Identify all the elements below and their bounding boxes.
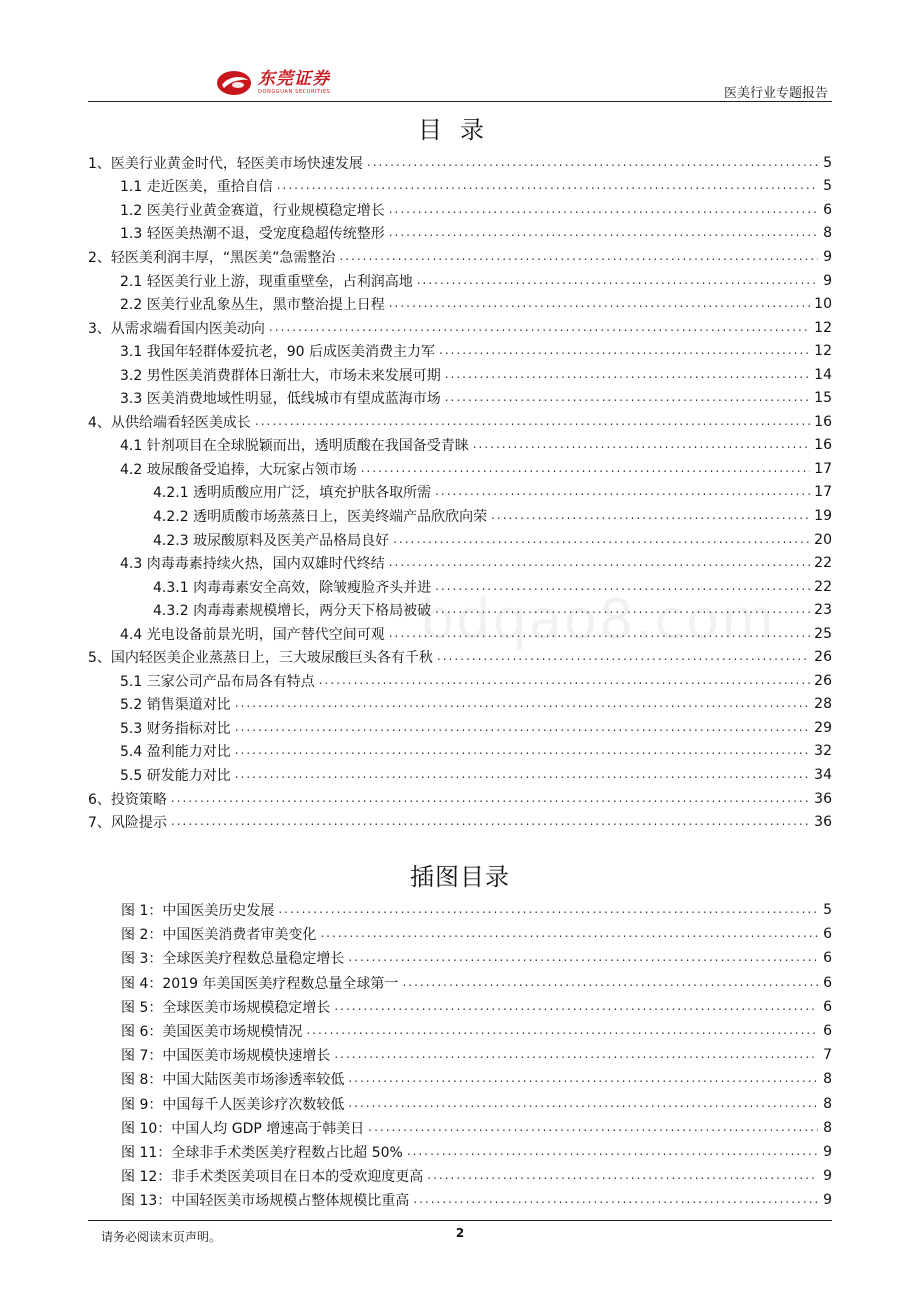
toc-entry-page: 5 [823,178,832,195]
figure-entry-title: 图 4：2019 年美国医美疗程数总量全球第一 [121,975,399,992]
toc-entry[interactable] [88,316,832,340]
toc-entry-title: 4.2.3 玻尿酸原料及医美产品格局良好 [153,532,390,549]
dot-leader [334,1048,818,1062]
footer-divider [88,1220,832,1221]
toc-entry-page: 19 [814,507,832,524]
toc-entry-title: 5、国内轻医美企业蒸蒸日上，三大玻尿酸巨头各有千秋 [88,650,433,667]
toc-entry-page: 22 [814,555,832,572]
toc-entry-title: 2、轻医美利润丰厚，“黑医美”急需整治 [88,249,336,266]
dot-leader [389,203,818,217]
toc-entry-title: 4.4 光电设备前景光明，国产替代空间可观 [120,626,385,643]
company-logo [216,68,330,98]
figure-entry-title: 图 1：中国医美历史发展 [121,903,275,920]
toc-entry[interactable] [120,693,832,717]
figure-entry-title: 图 2：中国医美消费者审美变化 [121,927,317,944]
dot-leader [439,344,810,358]
figure-entry-title: 图 6：美国医美市场规模情况 [121,1024,303,1041]
figure-entry-page: 6 [823,1023,832,1040]
toc-entry-title: 5.4 盈利能力对比 [120,744,231,761]
toc-entry[interactable] [88,787,832,811]
toc-entry-title: 4、从供给端看轻医美成长 [88,414,251,431]
figure-entry-page: 6 [823,950,832,967]
dot-leader [255,415,810,429]
dot-leader [435,485,810,499]
figure-entry-title: 图 9：中国每千人医美诊疗次数较低 [121,1096,345,1113]
dot-leader [445,391,810,405]
toc-entry[interactable] [88,245,832,269]
figure-entry-title: 图 13：中国轻医美市场规模占整体规模比重高 [121,1193,410,1210]
figure-entry-page: 5 [823,902,832,919]
dot-leader [235,721,810,735]
dot-leader [348,1097,818,1111]
dot-leader [389,297,810,311]
toc-entry-page: 16 [814,437,832,454]
figure-entry-page: 8 [823,1119,832,1136]
figure-entry[interactable] [121,1043,832,1067]
figure-entry[interactable] [121,1092,832,1116]
toc-entry-page: 36 [814,814,832,831]
toc-entry-page: 26 [814,649,832,666]
toc-entry-page: 15 [814,390,832,407]
dot-leader [306,1024,818,1038]
figure-entry-page: 9 [823,1168,832,1185]
toc-entry[interactable] [88,410,832,434]
logo-english-name: DONGGUAN SECURITIES [258,89,331,95]
page-number: 2 [455,1226,465,1240]
toc-entry[interactable] [120,198,832,222]
toc-entry[interactable] [120,292,832,316]
toc-entry-title: 1.3 轻医美热潮不退，受宠度稳超传统整形 [120,226,385,243]
figure-entry-page: 6 [823,926,832,943]
toc-entry-title: 1.1 走近医美，重拾自信 [120,179,273,196]
figure-list [0,898,920,1212]
toc-title: 目录 [418,116,502,144]
toc-entry[interactable] [120,386,832,410]
toc-entry-page: 6 [823,201,832,218]
toc-entry-page: 32 [814,743,832,760]
toc-entry-title: 1.2 医美行业黄金赛道，行业规模稳定增长 [120,202,385,219]
report-type-label: 医美行业专题报告 [723,86,828,101]
figure-entry[interactable] [121,1116,832,1140]
figure-entry-title: 图 10：中国人均 GDP 增速高于韩美日 [121,1120,365,1137]
toc-entry-page: 17 [814,460,832,477]
header-divider [88,101,832,102]
toc-entry-page: 12 [814,343,832,360]
toc-entry-page: 26 [814,672,832,689]
dot-leader [427,1169,818,1183]
figure-entry[interactable] [121,898,832,922]
dot-leader [171,815,810,829]
toc-entry[interactable] [120,716,832,740]
toc-entry-title: 4.3.1 肉毒毒素安全高效，除皱瘦脸齐头并进 [153,579,432,596]
dot-leader [445,368,810,382]
dot-leader [334,1000,818,1014]
toc-entry[interactable] [120,669,832,693]
dot-leader [277,179,818,193]
toc-entry-page: 14 [814,366,832,383]
figure-entry-title: 图 11：全球非手术类医美疗程数占比超 50% [121,1144,403,1161]
toc-entry-page: 8 [823,225,832,242]
figure-entry-title: 图 3：全球医美疗程数总量稳定增长 [121,951,345,968]
dot-leader [473,438,810,452]
toc-entry[interactable] [88,810,832,834]
figure-list-title: 插图目录 [410,863,510,891]
toc-entry-page: 10 [814,296,832,313]
toc-entry-page: 17 [814,484,832,501]
table-of-contents [0,151,920,834]
dot-leader [235,768,810,782]
figure-entry[interactable] [121,1140,832,1164]
toc-entry-page: 28 [814,696,832,713]
figure-entry-title: 图 8：中国大陆医美市场渗透率较低 [121,1072,345,1089]
logo-chinese-name: 东莞证券 [258,69,330,89]
dot-leader [348,951,818,965]
figure-entry[interactable] [121,1067,832,1091]
footer-disclaimer: 请务必阅读末页声明。 [101,1230,222,1244]
figure-entry-page: 8 [823,1095,832,1112]
dot-leader [278,903,818,917]
toc-entry-title: 3.2 男性医美消费群体日渐壮大，市场未来发展可期 [120,367,441,384]
figure-entry[interactable] [121,995,832,1019]
toc-entry-title: 3.1 我国年轻群体爱抗老，90 后成医美消费主力军 [120,344,435,361]
dot-leader [413,1193,818,1207]
toc-entry[interactable] [153,504,832,528]
toc-entry-title: 5.1 三家公司产品布局各有特点 [120,673,315,690]
figure-entry[interactable] [121,1019,832,1043]
figure-entry-title: 图 7：中国医美市场规模快速增长 [121,1048,331,1065]
toc-entry-page: 9 [823,248,832,265]
toc-entry-page: 5 [823,154,832,171]
figure-entry-page: 8 [823,1071,832,1088]
figure-entry-page: 9 [823,1192,832,1209]
page-header [88,62,832,102]
toc-entry[interactable] [120,222,832,246]
dot-leader [320,927,818,941]
toc-entry-title: 4.3 肉毒毒素持续火热，国内双雄时代终结 [120,556,385,573]
figure-entry-page: 7 [823,1047,832,1064]
toc-entry-title: 4.2 玻尿酸备受追捧，大玩家占领市场 [120,461,357,478]
figure-entry-page: 6 [823,998,832,1015]
dot-leader [348,1072,818,1086]
toc-entry[interactable] [120,740,832,764]
toc-entry-page: 22 [814,578,832,595]
toc-entry-page: 25 [814,625,832,642]
figure-entry[interactable] [121,1188,832,1212]
toc-entry-title: 2.2 医美行业乱象丛生，黑市整治提上日程 [120,297,385,314]
toc-entry-title: 3、从需求端看国内医美动向 [88,320,265,337]
toc-entry-title: 4.3.2 肉毒毒素规模增长，两分天下格局被破 [153,603,432,620]
toc-entry-page: 29 [814,719,832,736]
toc-entry[interactable] [120,434,832,458]
toc-entry-page: 12 [814,319,832,336]
toc-entry-title: 4.1 针剂项目在全球脱颖而出，透明质酸在我国备受青睐 [120,438,469,455]
toc-entry-title: 6、投资策略 [88,791,167,808]
dot-leader [235,697,810,711]
toc-entry-page: 23 [814,602,832,619]
toc-entry-title: 1、医美行业黄金时代，轻医美市场快速发展 [88,155,363,172]
toc-entry[interactable] [88,151,832,175]
figure-entry-title: 图 5：全球医美市场规模稳定增长 [121,999,331,1016]
figure-entry-title: 图 12：非手术类医美项目在日本的受欢迎度更高 [121,1169,424,1186]
toc-entry[interactable] [153,481,832,505]
figure-entry[interactable] [121,1164,832,1188]
dot-leader [402,976,818,990]
toc-entry-page: 36 [814,790,832,807]
toc-entry-page: 34 [814,766,832,783]
dot-leader [235,744,810,758]
figure-entry[interactable] [121,946,832,970]
figure-entry-page: 9 [823,1143,832,1160]
dot-leader [491,509,810,523]
dot-leader [319,674,810,688]
toc-entry-title: 7、风险提示 [88,815,167,832]
logo-mark-icon [216,70,252,96]
toc-entry-title: 5.3 财务指标对比 [120,720,231,737]
toc-entry[interactable] [153,528,832,552]
dot-leader [339,250,818,264]
dot-leader [368,1121,818,1135]
dot-leader [393,533,810,547]
toc-entry-title: 4.2.1 透明质酸应用广泛，填充护肤各取所需 [153,485,432,502]
dot-leader [361,462,810,476]
toc-entry-page: 9 [823,272,832,289]
dot-leader [367,156,818,170]
figure-entry[interactable] [121,971,832,995]
toc-entry[interactable] [120,763,832,787]
toc-entry[interactable] [120,339,832,363]
dot-leader [407,1145,818,1159]
dot-leader [417,274,818,288]
toc-entry[interactable] [120,551,832,575]
toc-entry[interactable] [120,175,832,199]
toc-entry-title: 4.2.2 透明质酸市场蒸蒸日上，医美终端产品欣欣向荣 [153,508,488,525]
dot-leader [171,792,810,806]
toc-entry-title: 5.2 销售渠道对比 [120,697,231,714]
toc-entry-page: 16 [814,413,832,430]
dot-leader [269,321,810,335]
figure-entry-page: 6 [823,974,832,991]
toc-entry[interactable] [120,457,832,481]
toc-entry-title: 5.5 研发能力对比 [120,767,231,784]
dot-leader [389,556,810,570]
toc-entry-title: 2.1 轻医美行业上游，现重重壁垒，占利润高地 [120,273,413,290]
toc-entry-title: 3.3 医美消费地域性明显，低线城市有望成蓝海市场 [120,391,441,408]
figure-entry[interactable] [121,922,832,946]
toc-entry-page: 20 [814,531,832,548]
watermark: bdqao8.com [420,588,776,651]
toc-entry[interactable] [120,363,832,387]
dot-leader [389,226,818,240]
toc-entry[interactable] [120,269,832,293]
dot-leader [437,650,810,664]
